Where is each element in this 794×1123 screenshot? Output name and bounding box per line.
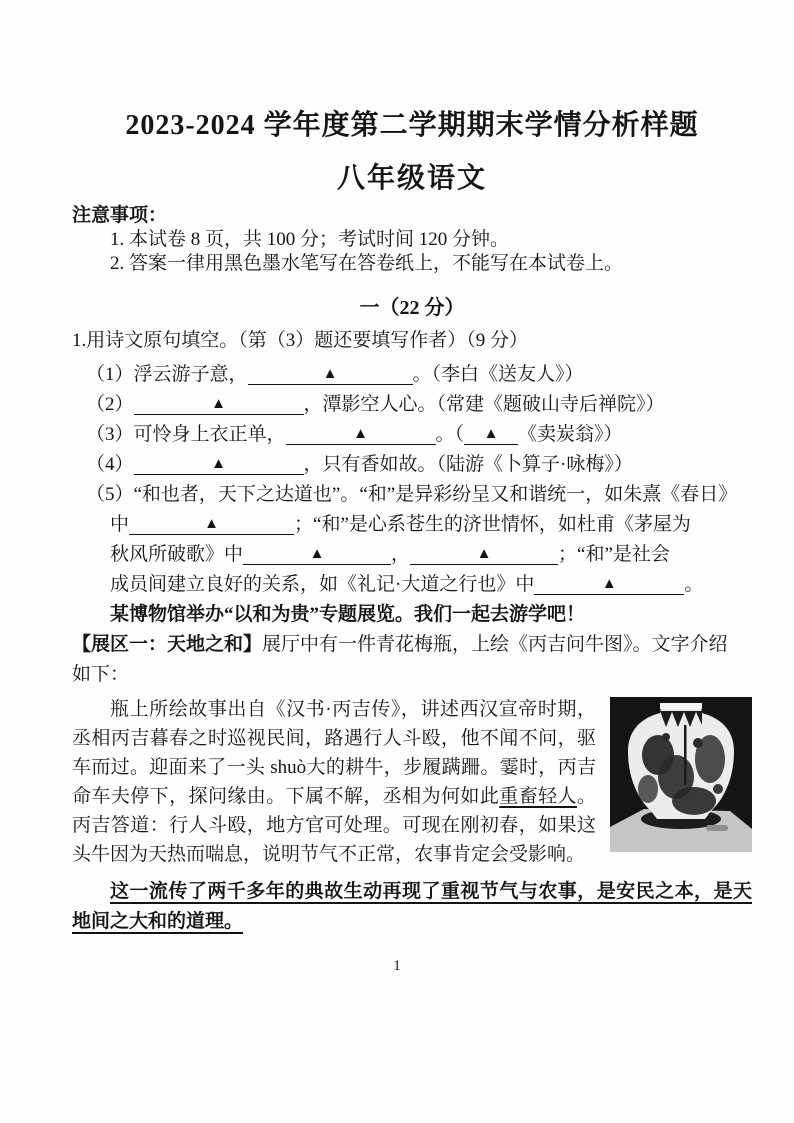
notice-heading: 注意事项： — [72, 205, 168, 226]
text-segment: 如下： — [72, 664, 130, 685]
text-segment: ，潭影空人心。（常建《题破山寺后禅院》） — [303, 394, 665, 415]
text-segment: （5）“和也者，天下之达道也”。“和”是异彩纷呈又和谐统一，如朱熹《春日》 — [86, 484, 738, 505]
fill-blank-line — [72, 540, 752, 570]
text-segment: （4） — [86, 454, 134, 475]
text-segment: 。（ — [435, 424, 465, 445]
fill-blank-line — [72, 480, 752, 510]
notice-item-2: 2. 答案一律用黑色墨水笔写在答卷纸上，不能写在本试卷上。 — [110, 253, 624, 274]
text-segment: 。 — [684, 574, 704, 595]
answer-blank: ▲ — [243, 542, 391, 565]
fill-blank-line — [72, 450, 752, 480]
question-1-stem: 1.用诗文原句填空。（第（3）题还要填写作者）（9 分） — [72, 330, 529, 351]
fill-blank-line — [72, 510, 752, 540]
text-segment: 成员间建立良好的关系，如《礼记·大道之行也》中 — [110, 574, 535, 595]
text-segment: ，只有香如故。（陆游《卜算子·咏梅》） — [303, 454, 633, 475]
text-segment: ；“和”是社会 — [558, 544, 670, 565]
text-segment: 某博物馆举办“以和为贵”专题展览。我们一起去游学吧！ — [110, 604, 586, 625]
fill-blank-line — [72, 630, 752, 660]
conclusion-paragraph: 这一流传了两千多年的典故生动再现了重视节气与农事，是安民之本，是天地间之大和的道理。 — [72, 881, 752, 932]
text-segment: 展厅中有一件青花梅瓶，上绘《丙吉问牛图》。文字介绍 — [262, 634, 728, 655]
answer-blank: ▲ — [134, 452, 304, 475]
exam-subject: 八年级语文 — [336, 163, 487, 194]
fill-in-blank-lines — [72, 360, 752, 690]
vase-photo — [610, 697, 752, 852]
answer-blank: ▲ — [286, 422, 436, 445]
text-segment: 。（李白《送友人》） — [412, 364, 584, 385]
section-one-heading: 一（22 分） — [359, 297, 465, 319]
fill-blank-line — [72, 600, 752, 630]
text-segment: 。丙吉答道：行人斗殴，地方官可处理。可现在刚初春，如果这头牛因为天热而喘息，说明节气不正常，农事肯定会受影响。 — [72, 786, 596, 865]
fill-blank-line — [72, 360, 752, 390]
answer-blank: ▲ — [410, 542, 558, 565]
answer-blank: ▲ — [534, 572, 684, 595]
text-segment: 中 — [110, 514, 130, 535]
exam-title: 2023-2024 学年度第二学期期末学情分析样题 — [125, 110, 699, 141]
text-segment: （3）可怜身上衣正单， — [86, 424, 286, 445]
fill-blank-line — [72, 420, 752, 450]
fill-blank-line — [72, 390, 752, 420]
answer-blank: ▲ — [129, 512, 294, 535]
text-segment: （1）浮云游子意， — [86, 364, 248, 385]
answer-blank: ▲ — [464, 422, 518, 445]
text-segment: 瓶上所绘故事出自《汉书·丙吉传》，讲述西汉宣帝时期，丞相丙吉暮春之时巡视民间，路遇行人斗殴，他不闻不问，驱车而过。迎面来了一头 shuò大的耕牛，步履蹒跚。霎时，丙吉命车夫停下，探问缘由。下属不解，丞相为何如此 — [72, 699, 596, 807]
notice-item-1: 1. 本试卷 8 页，共 100 分；考试时间 120 分钟。 — [110, 229, 510, 250]
text-segment: 秋风所破歌》中 — [110, 544, 244, 565]
text-segment: ；“和”是心系苍生的济世情怀，如杜甫《茅屋为 — [294, 514, 691, 535]
fill-blank-line — [72, 660, 752, 690]
text-segment: 重畜轻人 — [499, 786, 577, 807]
text-segment: （2） — [86, 394, 134, 415]
answer-blank: ▲ — [248, 362, 413, 385]
page-number: 1 — [393, 958, 401, 974]
text-segment: 《卖炭翁》） — [518, 424, 623, 445]
fill-blank-line — [72, 570, 752, 600]
answer-blank: ▲ — [134, 392, 304, 415]
text-segment: 【展区一：天地之和】 — [72, 634, 263, 655]
text-segment: ， — [391, 544, 411, 565]
exhibit-story-block — [72, 695, 752, 937]
